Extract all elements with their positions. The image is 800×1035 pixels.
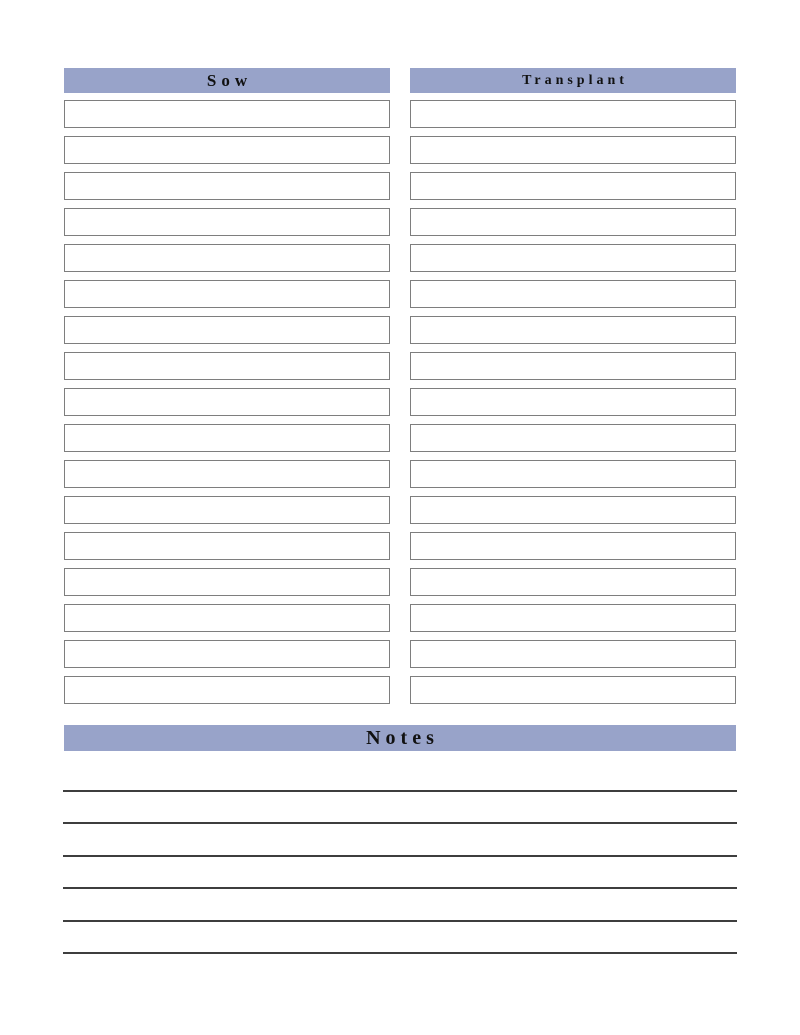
- note-line[interactable]: [63, 759, 737, 792]
- notes-header: [64, 725, 736, 751]
- sow-entry-box[interactable]: [64, 424, 390, 452]
- transplant-entry-list: [410, 100, 736, 704]
- transplant-entry-box[interactable]: [410, 280, 736, 308]
- sow-entry-box[interactable]: [64, 280, 390, 308]
- sow-entry-list: [64, 100, 390, 704]
- sow-entry-box[interactable]: [64, 496, 390, 524]
- transplant-entry-box[interactable]: [410, 244, 736, 272]
- transplant-entry-box[interactable]: [410, 388, 736, 416]
- sow-column: [64, 68, 390, 712]
- sow-header-label: Sow: [206, 71, 253, 90]
- sow-entry-box[interactable]: [64, 244, 390, 272]
- transplant-column: [410, 68, 736, 712]
- sow-transplant-section: [64, 68, 736, 712]
- note-line[interactable]: [63, 889, 737, 922]
- note-line[interactable]: [63, 824, 737, 857]
- transplant-entry-box[interactable]: [410, 208, 736, 236]
- sow-entry-box[interactable]: [64, 676, 390, 704]
- transplant-entry-box[interactable]: [410, 352, 736, 380]
- transplant-entry-box[interactable]: [410, 316, 736, 344]
- transplant-entry-box[interactable]: [410, 532, 736, 560]
- sow-entry-box[interactable]: [64, 388, 390, 416]
- sow-entry-box[interactable]: [64, 172, 390, 200]
- transplant-header: [410, 68, 736, 93]
- note-line[interactable]: [63, 792, 737, 825]
- sow-entry-box[interactable]: [64, 604, 390, 632]
- sow-entry-box[interactable]: [64, 136, 390, 164]
- notes-header-label: Notes: [366, 727, 439, 749]
- sow-entry-box[interactable]: [64, 316, 390, 344]
- sow-entry-box[interactable]: [64, 640, 390, 668]
- notes-lines: [63, 759, 737, 954]
- sow-header: [64, 68, 390, 93]
- transplant-entry-box[interactable]: [410, 676, 736, 704]
- transplant-entry-box[interactable]: [410, 460, 736, 488]
- sow-entry-box[interactable]: [64, 460, 390, 488]
- transplant-entry-box[interactable]: [410, 172, 736, 200]
- transplant-entry-box[interactable]: [410, 100, 736, 128]
- sow-entry-box[interactable]: [64, 352, 390, 380]
- sow-entry-box[interactable]: [64, 100, 390, 128]
- transplant-entry-box[interactable]: [410, 604, 736, 632]
- transplant-entry-box[interactable]: [410, 136, 736, 164]
- sow-entry-box[interactable]: [64, 208, 390, 236]
- transplant-entry-box[interactable]: [410, 568, 736, 596]
- transplant-entry-box[interactable]: [410, 496, 736, 524]
- transplant-entry-box[interactable]: [410, 640, 736, 668]
- sow-entry-box[interactable]: [64, 568, 390, 596]
- sow-entry-box[interactable]: [64, 532, 390, 560]
- transplant-entry-box[interactable]: [410, 424, 736, 452]
- transplant-header-label: Transplant: [522, 72, 628, 88]
- note-line[interactable]: [63, 857, 737, 890]
- note-line[interactable]: [63, 922, 737, 955]
